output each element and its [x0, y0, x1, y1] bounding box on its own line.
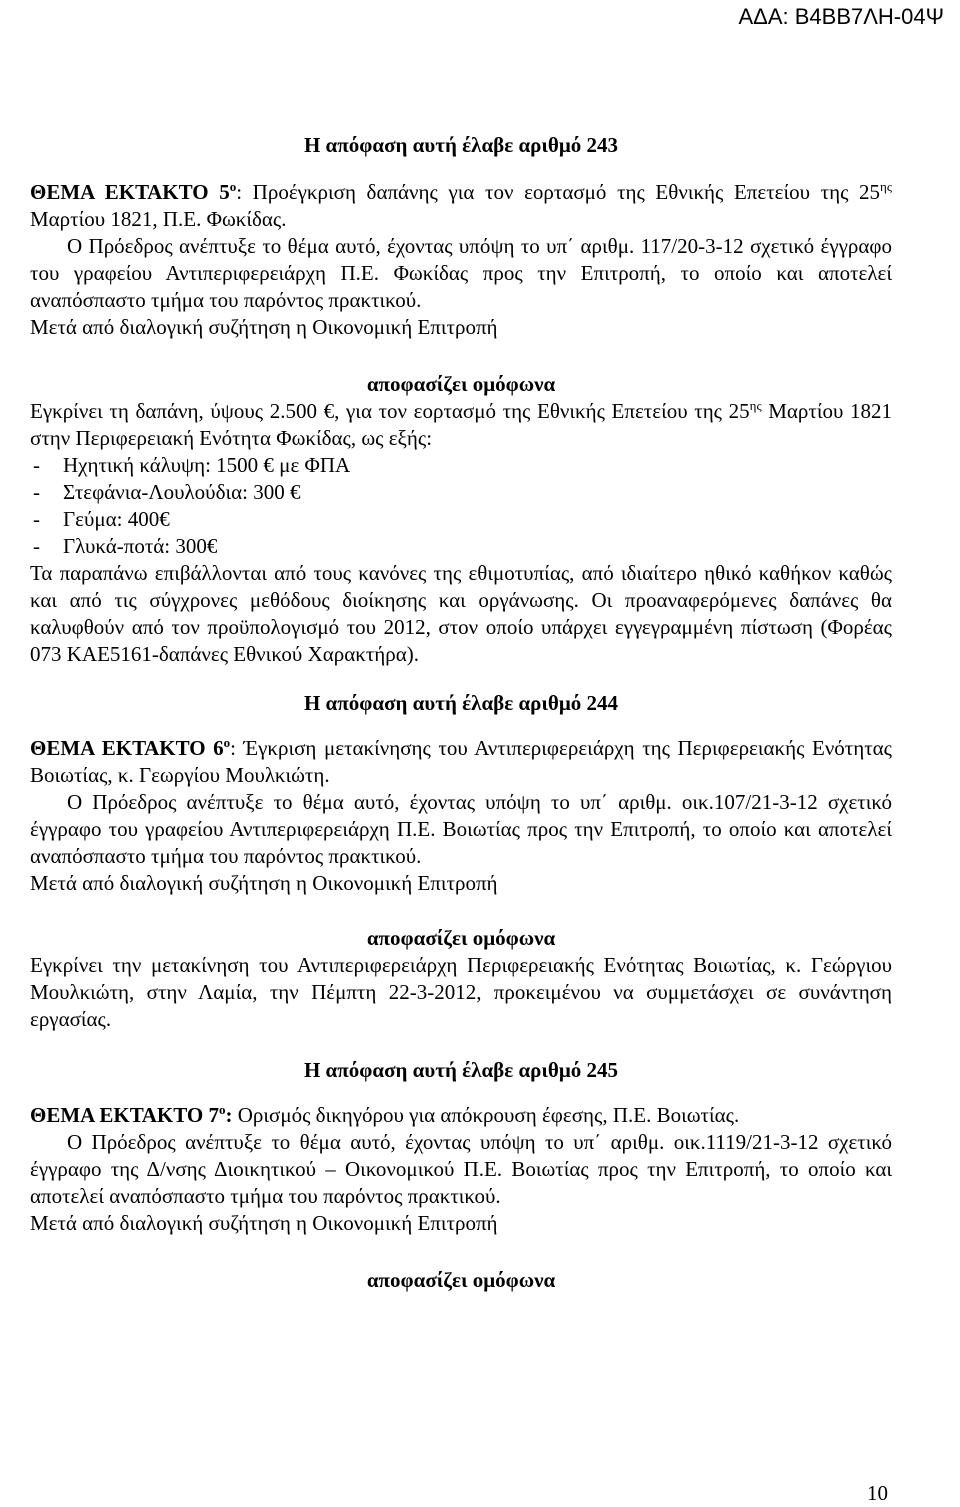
topic-7-lead-tail: :: [225, 1103, 233, 1127]
topic-5-closing: Τα παραπάνω επιβάλλονται από τους κανόνες της εθιμοτυπίας, από ιδιαίτερο ηθικό καθήκον καθώς και από τις σύγχρονες μεθόδους διοίκησης και οργάνωσης. Οι προαναφερόμενες δαπάνες θα καλυφθούν από τον προϋπολογισμό του 2012, στον οποίο υπάρχει εγγεγραμμένη πίστωση (Φορέας 073 ΚΑΕ5161-δαπάνες Εθνικού Χαρακτήρα).: [30, 561, 892, 666]
expense-item: - Ηχητική κάλυψη: 1500 € με ΦΠΑ: [30, 452, 892, 479]
topic-6-approval: Εγκρίνει την μετακίνηση του Αντιπεριφερειάρχη Περιφερειακής Ενότητας Βοιωτίας, κ. Γεώργιου Μουλκιώτη, στην Λαμία, την Πέμπτη 22-3-2012, προκειμένου να συμμετάσχει σε συνάντηση εργασίας.: [30, 953, 892, 1031]
topic-5-approval: [30, 398, 892, 452]
decision-number-244: Η απόφαση αυτή έλαβε αριθμό 244: [303, 691, 619, 715]
topic-7-title-text: Ορισμός δικηγόρου για απόκρουση έφεσης, Π.Ε. Βοιωτίας.: [232, 1103, 740, 1127]
topic-6-discussion: Μετά από διαλογική συζήτηση η Οικονομική Επιτροπή: [30, 871, 498, 895]
topic-5-approval-b: Μαρτίου 1821 στην Περιφερειακή Ενότητα Φωκίδας, ως εξής:: [30, 399, 893, 450]
topic-5-title-a: : Προέγκριση δαπάνης για τον εορτασμό της Εθνικής Επετείου της 25: [236, 180, 881, 204]
topic-5-ordinal: ο: [229, 179, 237, 194]
topic-6-decides: αποφασίζει ομόφωνα: [366, 926, 556, 950]
expense-item: - Γεύμα: 400€: [30, 506, 892, 533]
topic-6-title-text: : Έγκριση μετακίνησης του Αντιπεριφερειάρχη της Περιφερειακής Ενότητας Βοιωτίας, κ. Γεωργίου Μουλκιώτη.: [30, 736, 892, 787]
topic-5-title-b: Μαρτίου 1821, Π.Ε. Φωκίδας.: [30, 207, 287, 231]
topic-6-ordinal: ο: [223, 735, 231, 750]
topic-5-decides: αποφασίζει ομόφωνα: [366, 372, 556, 396]
expense-item: - Στεφάνια-Λουλούδια: 300 €: [30, 479, 892, 506]
decision-number-245: Η απόφαση αυτή έλαβε αριθμό 245: [303, 1058, 619, 1082]
topic-6-lead: ΘΕΜΑ ΕΚΤΑΚΤΟ 6: [30, 736, 224, 760]
topic-5-title-sup: ης: [880, 179, 892, 194]
expense-list: [30, 452, 892, 560]
document-page: [30, 132, 892, 1294]
topic-5-intro: Ο Πρόεδρος ανέπτυξε το θέμα αυτό, έχοντας υπόψη το υπ΄ αριθμ. 117/20-3-12 σχετικό έγγραφο του γραφείου Αντιπεριφερειάρχη Π.Ε. Φωκίδας προς την Επιτροπή, το οποίο και αποτελεί αναπόσπαστο τμήμα του παρόντος πρακτικού.: [30, 234, 892, 312]
topic-7-lead: ΘΕΜΑ ΕΚΤΑΚΤΟ 7: [30, 1103, 219, 1127]
topic-5-approval-sup: ης: [749, 398, 762, 413]
topic-6-title: [30, 735, 892, 789]
topic-6-intro: Ο Πρόεδρος ανέπτυξε το θέμα αυτό, έχοντας υπόψη το υπ΄ αριθμ. οικ.107/21-3-12 σχετικό έγγραφο του γραφείου Αντιπεριφερειάρχη Π.Ε. Βοιωτίας προς την Επιτροπή, το οποίο και αποτελεί αναπόσπαστο τμήμα του παρόντος πρακτικού.: [30, 790, 892, 868]
page-number: 10: [867, 1481, 888, 1505]
topic-5-title: [30, 179, 892, 233]
topic-5-approval-a: Εγκρίνει τη δαπάνη, ύψους 2.500 €, για τον εορτασμό της Εθνικής Επετείου της 25: [30, 399, 750, 423]
document-id: ΑΔΑ: Β4ΒΒ7ΛΗ-04Ψ: [738, 4, 944, 29]
topic-7-intro: Ο Πρόεδρος ανέπτυξε το θέμα αυτό, έχοντας υπόψη το υπ΄ αριθμ. οικ.1119/21-3-12 σχετικό έγγραφο της Δ/νσης Διοικητικού – Οικονομικού Π.Ε. Βοιωτίας προς την Επιτροπή, το οποίο και αποτελεί αναπόσπαστο τμήμα του παρόντος πρακτικού.: [30, 1130, 892, 1208]
topic-7-ordinal: ο: [218, 1102, 226, 1117]
topic-5-lead: ΘΕΜΑ ΕΚΤΑΚΤΟ 5: [30, 180, 230, 204]
topic-5-discussion: Μετά από διαλογική συζήτηση η Οικονομική Επιτροπή: [30, 315, 498, 339]
topic-7-decides: αποφασίζει ομόφωνα: [366, 1268, 556, 1292]
topic-7-discussion: Μετά από διαλογική συζήτηση η Οικονομική Επιτροπή: [30, 1211, 498, 1235]
expense-item: - Γλυκά-ποτά: 300€: [30, 533, 892, 560]
topic-7-title: [30, 1102, 892, 1129]
decision-number-243: Η απόφαση αυτή έλαβε αριθμό 243: [303, 133, 619, 157]
